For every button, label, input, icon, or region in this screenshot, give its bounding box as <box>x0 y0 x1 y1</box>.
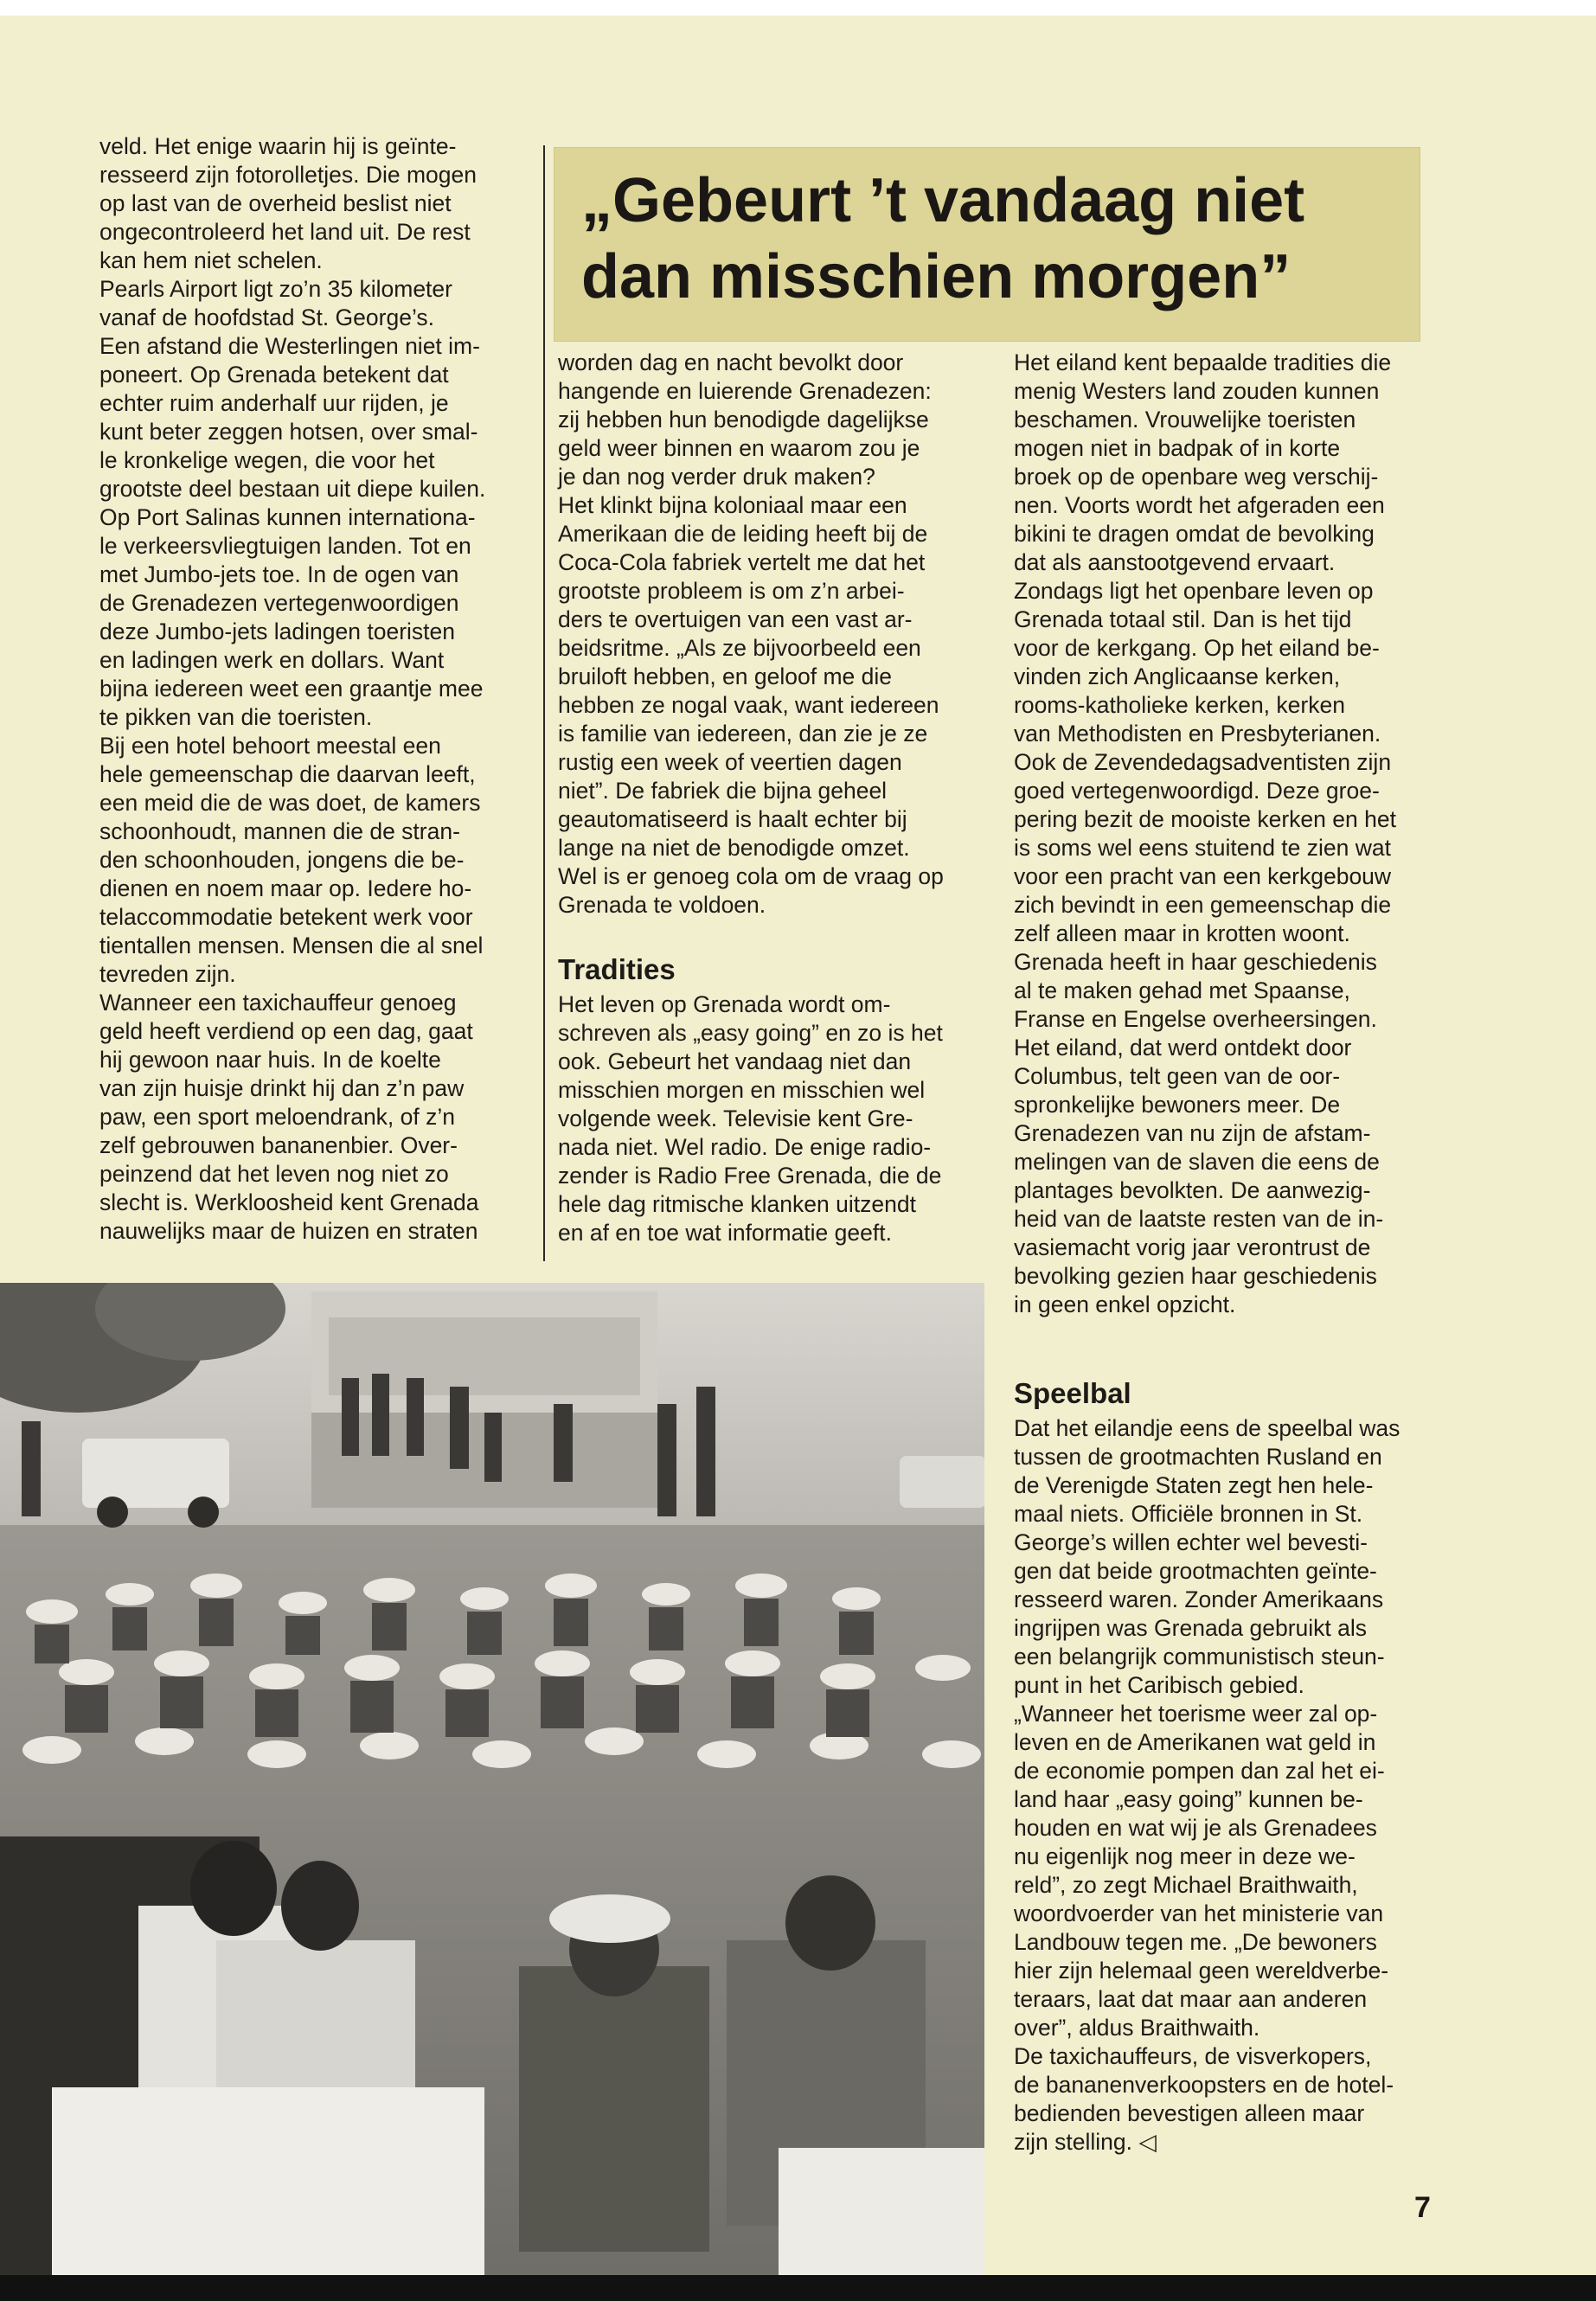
scan-edge <box>0 2275 1596 2301</box>
text-line: hier zijn helemaal geen wereldverbe- <box>1014 1958 1389 1984</box>
text-line: Coca-Cola fabriek vertelt me dat het <box>558 549 926 575</box>
text-line: een belangrijk communistisch steun- <box>1014 1644 1385 1670</box>
text-line: Het eiland, dat werd ontdekt door <box>1014 1035 1352 1061</box>
text-line: kunt beter zeggen hotsen, over smal- <box>99 419 478 445</box>
column-2-paragraph-1 <box>558 349 973 920</box>
text-line: pering bezit de mooiste kerken en het <box>1014 806 1396 832</box>
text-line: bikini te dragen omdat de bevolking <box>1014 521 1375 547</box>
text-line: nauwelijks maar de huizen en straten <box>99 1218 478 1244</box>
text-line: is soms wel eens stuitend te zien wat <box>1014 835 1391 861</box>
text-line: echter ruim anderhalf uur rijden, je <box>99 390 449 416</box>
column-3-paragraph-2 <box>1014 1414 1446 2157</box>
text-line: schreven als „easy going” en zo is het <box>558 1020 943 1046</box>
article-column-3 <box>1014 349 1446 2157</box>
column-2-paragraph-2 <box>558 990 973 1247</box>
text-line: bevolking gezien haar geschiedenis <box>1014 1263 1377 1289</box>
text-line: spronkelijke bewoners meer. De <box>1014 1092 1341 1118</box>
text-line: je dan nog verder druk maken? <box>558 464 875 490</box>
text-line: reld”, zo zegt Michael Braithwaith, <box>1014 1872 1358 1898</box>
text-line: Franse en Engelse overheersingen. <box>1014 1006 1377 1032</box>
text-line: „Wanneer het toerisme weer zal op- <box>1014 1701 1378 1727</box>
text-line: Grenada totaal stil. Dan is het tijd <box>1014 606 1352 632</box>
text-line: land haar „easy going” kunnen be- <box>1014 1786 1363 1812</box>
text-line: Zondags ligt het openbare leven op <box>1014 578 1374 604</box>
text-line: grootste deel bestaan uit diepe kuilen. <box>99 476 486 502</box>
text-line: zelf gebrouwen bananenbier. Over- <box>99 1132 458 1158</box>
crowd-photograph <box>0 1283 984 2275</box>
text-line: voor een pracht van een kerkgebouw <box>1014 863 1392 889</box>
text-line: mogen niet in badpak of in korte <box>1014 435 1341 461</box>
text-line: Een afstand die Westerlingen niet im- <box>99 333 480 359</box>
text-line: paw, een sport meloendrank, of z’n <box>99 1104 455 1130</box>
text-line: volgende week. Televisie kent Gre- <box>558 1106 913 1131</box>
text-line: hij gewoon naar huis. In de koelte <box>99 1047 441 1073</box>
text-line: ongecontroleerd het land uit. De rest <box>99 219 471 245</box>
text-line: Ook de Zevendedagsadventisten zijn <box>1014 749 1392 775</box>
section-heading-speelbal: Speelbal <box>1014 1377 1131 1409</box>
text-line: dienen en noem maar op. Iedere ho- <box>99 875 472 901</box>
text-line: rustig een week of veertien dagen <box>558 749 902 775</box>
text-line: veld. Het enige waarin hij is geïnte- <box>99 133 457 159</box>
text-line: in geen enkel opzicht. <box>1014 1292 1236 1317</box>
text-line: broek op de openbare weg verschij- <box>1014 464 1379 490</box>
text-line: geld heeft verdiend op een dag, gaat <box>99 1018 473 1044</box>
text-line: zelf alleen maar in krotten woont. <box>1014 920 1350 946</box>
text-line: maal niets. Officiële bronnen in St. <box>1014 1501 1363 1527</box>
text-line: Grenada te voldoen. <box>558 892 766 918</box>
column-3-paragraph-1 <box>1014 349 1446 1319</box>
section-heading-tradities: Tradities <box>558 953 676 985</box>
text-line: leven en de Amerikanen wat geld in <box>1014 1729 1376 1755</box>
text-line: geautomatiseerd is haalt echter bij <box>558 806 907 832</box>
text-line: tientallen mensen. Mensen die al snel <box>99 933 484 958</box>
text-line: worden dag en nacht bevolkt door <box>558 349 904 375</box>
text-line: beidsritme. „Als ze bijvoorbeeld een <box>558 635 921 661</box>
text-line: over”, aldus Braithwaith. <box>1014 2015 1260 2041</box>
text-line: teraars, laat dat maar aan anderen <box>1014 1986 1368 2012</box>
text-line: Grenada heeft in haar geschiedenis <box>1014 949 1377 975</box>
text-line: houden en wat wij je als Grenadees <box>1014 1815 1377 1841</box>
text-line: zij hebben hun benodigde dagelijkse <box>558 407 929 433</box>
text-line: Amerikaan die de leiding heeft bij de <box>558 521 928 547</box>
text-line: Bij een hotel behoort meestal een <box>99 733 441 759</box>
text-line: Grenadezen van nu zijn de afstam- <box>1014 1120 1371 1146</box>
text-line: bedienden bevestigen alleen maar <box>1014 2100 1365 2126</box>
text-line: bruiloft hebben, en geloof me die <box>558 663 892 689</box>
text-line: Landbouw tegen me. „De bewoners <box>1014 1929 1377 1955</box>
text-line: Columbus, telt geen van de oor- <box>1014 1063 1341 1089</box>
text-line: de economie pompen dan zal het ei- <box>1014 1758 1385 1784</box>
text-line: zender is Radio Free Grenada, die de <box>558 1163 942 1189</box>
text-line: poneert. Op Grenada betekent dat <box>99 362 449 388</box>
text-line: tevreden zijn. <box>99 961 236 987</box>
text-line: vinden zich Anglicaanse kerken, <box>1014 663 1341 689</box>
text-line: heid van de laatste resten van de in- <box>1014 1206 1384 1232</box>
text-line: den schoonhouden, jongens die be- <box>99 847 465 873</box>
text-line: grootste probleem is om z’n arbei- <box>558 578 905 604</box>
text-line: van zijn huisje drinkt hij dan z’n paw <box>99 1075 465 1101</box>
text-line: met Jumbo-jets toe. In de ogen van <box>99 561 459 587</box>
text-line: en af en toe wat informatie geeft. <box>558 1220 892 1246</box>
text-line: plantages bevolkten. De aanwezig- <box>1014 1177 1371 1203</box>
text-line: slecht is. Werkloosheid kent Grenada <box>99 1189 479 1215</box>
text-line: vanaf de hoofdstad St. George’s. <box>99 304 434 330</box>
text-line: goed vertegenwoordigd. Deze groe- <box>1014 778 1380 804</box>
text-line: een meid die de was doet, de kamers <box>99 790 481 816</box>
text-line: telaccommodatie betekent werk voor <box>99 904 473 930</box>
text-line: al te maken gehad met Spaanse, <box>1014 977 1350 1003</box>
text-line: beschamen. Vrouwelijke toeristen <box>1014 407 1356 433</box>
text-line: rooms-katholieke kerken, kerken <box>1014 692 1345 718</box>
text-line: resseerd zijn fotorolletjes. Die mogen <box>99 162 477 188</box>
text-line: Pearls Airport ligt zo’n 35 kilometer <box>99 276 452 302</box>
text-line: nen. Voorts wordt het afgeraden een <box>1014 492 1385 518</box>
text-line: nada niet. Wel radio. De enige radio- <box>558 1134 932 1160</box>
text-line: peinzend dat het leven nog niet zo <box>99 1161 449 1187</box>
text-line: kan hem niet schelen. <box>99 247 323 273</box>
text-line: Wel is er genoeg cola om de vraag op <box>558 863 944 889</box>
text-line: Het klinkt bijna koloniaal maar een <box>558 492 907 518</box>
text-line: van Methodisten en Presbyterianen. <box>1014 721 1381 747</box>
page-number: 7 <box>1414 2191 1431 2224</box>
text-line: le kronkelige wegen, die voor het <box>99 447 435 473</box>
text-line: en ladingen werk en dollars. Want <box>99 647 445 673</box>
headline-line-1: „Gebeurt ’t vandaag niet <box>581 166 1305 235</box>
text-line: deze Jumbo-jets ladingen toeristen <box>99 619 455 644</box>
column-divider <box>543 145 545 1261</box>
text-line: punt in het Caribisch gebied. <box>1014 1672 1304 1698</box>
text-line: zijn stelling. ◁ <box>1014 2129 1157 2155</box>
text-line: hele gemeenschap die daarvan leeft, <box>99 761 476 787</box>
text-line: tussen de grootmachten Rusland en <box>1014 1444 1382 1470</box>
text-line: nu eigenlijk nog meer in deze we- <box>1014 1843 1356 1869</box>
text-line: ders te overtuigen van een vast ar- <box>558 606 913 632</box>
text-line: Het leven op Grenada wordt om- <box>558 991 891 1017</box>
text-line: de Verenigde Staten zegt hen hele- <box>1014 1472 1374 1498</box>
text-line: bijna iedereen weet een graantje mee <box>99 676 484 702</box>
text-line: menig Westers land zouden kunnen <box>1014 378 1380 404</box>
text-line: misschien morgen en misschien wel <box>558 1077 926 1103</box>
text-line: geld weer binnen en waarom zou je <box>558 435 920 461</box>
text-line: ingrijpen was Grenada gebruikt als <box>1014 1615 1368 1641</box>
text-line: resseerd waren. Zonder Amerikaans <box>1014 1586 1384 1612</box>
text-line: te pikken van die toeristen. <box>99 704 373 730</box>
text-line: woordvoerder van het ministerie van <box>1014 1900 1384 1926</box>
text-line: melingen van de slaven die eens de <box>1014 1149 1380 1175</box>
headline-line-2: dan misschien morgen” <box>581 242 1292 311</box>
text-line: schoonhoudt, mannen die de stran- <box>99 818 460 844</box>
text-line: hele dag ritmische klanken uitzendt <box>558 1191 916 1217</box>
text-line: vasiemacht vorig jaar verontrust de <box>1014 1234 1371 1260</box>
text-line: hebben ze nogal vaak, want iedereen <box>558 692 939 718</box>
text-line: Op Port Salinas kunnen internationa- <box>99 504 476 530</box>
text-line: George’s willen echter wel bevesti- <box>1014 1529 1368 1555</box>
text-line: le verkeersvliegtuigen landen. Tot en <box>99 533 471 559</box>
text-line: gen dat beide grootmachten geïnte- <box>1014 1558 1377 1584</box>
text-line: zich bevindt in een gemeenschap die <box>1014 892 1392 918</box>
text-line: Dat het eilandje eens de speelbal was <box>1014 1415 1401 1441</box>
article-column-2 <box>558 349 973 1247</box>
text-line: Het eiland kent bepaalde tradities die <box>1014 349 1392 375</box>
text-line: ook. Gebeurt het vandaag niet dan <box>558 1048 912 1074</box>
text-line: de Grenadezen vertegenwoordigen <box>99 590 459 616</box>
article-headline <box>581 163 1412 315</box>
text-line: dat als aanstootgevend ervaart. <box>1014 549 1336 575</box>
text-line: de bananenverkoopsters en de hotel- <box>1014 2072 1394 2098</box>
text-line: lange na niet de benodigde omzet. <box>558 835 910 861</box>
magazine-page <box>0 16 1596 2275</box>
text-line: hangende en luierende Grenadezen: <box>558 378 932 404</box>
text-line: op last van de overheid beslist niet <box>99 190 452 216</box>
text-line: is familie van iedereen, dan zie je ze <box>558 721 928 747</box>
text-line: voor de kerkgang. Op het eiland be- <box>1014 635 1380 661</box>
text-line: Wanneer een taxichauffeur genoeg <box>99 990 457 1016</box>
text-line: niet”. De fabriek die bijna geheel <box>558 778 888 804</box>
text-line: De taxichauffeurs, de visverkopers, <box>1014 2043 1372 2069</box>
article-column-1 <box>99 132 515 1246</box>
